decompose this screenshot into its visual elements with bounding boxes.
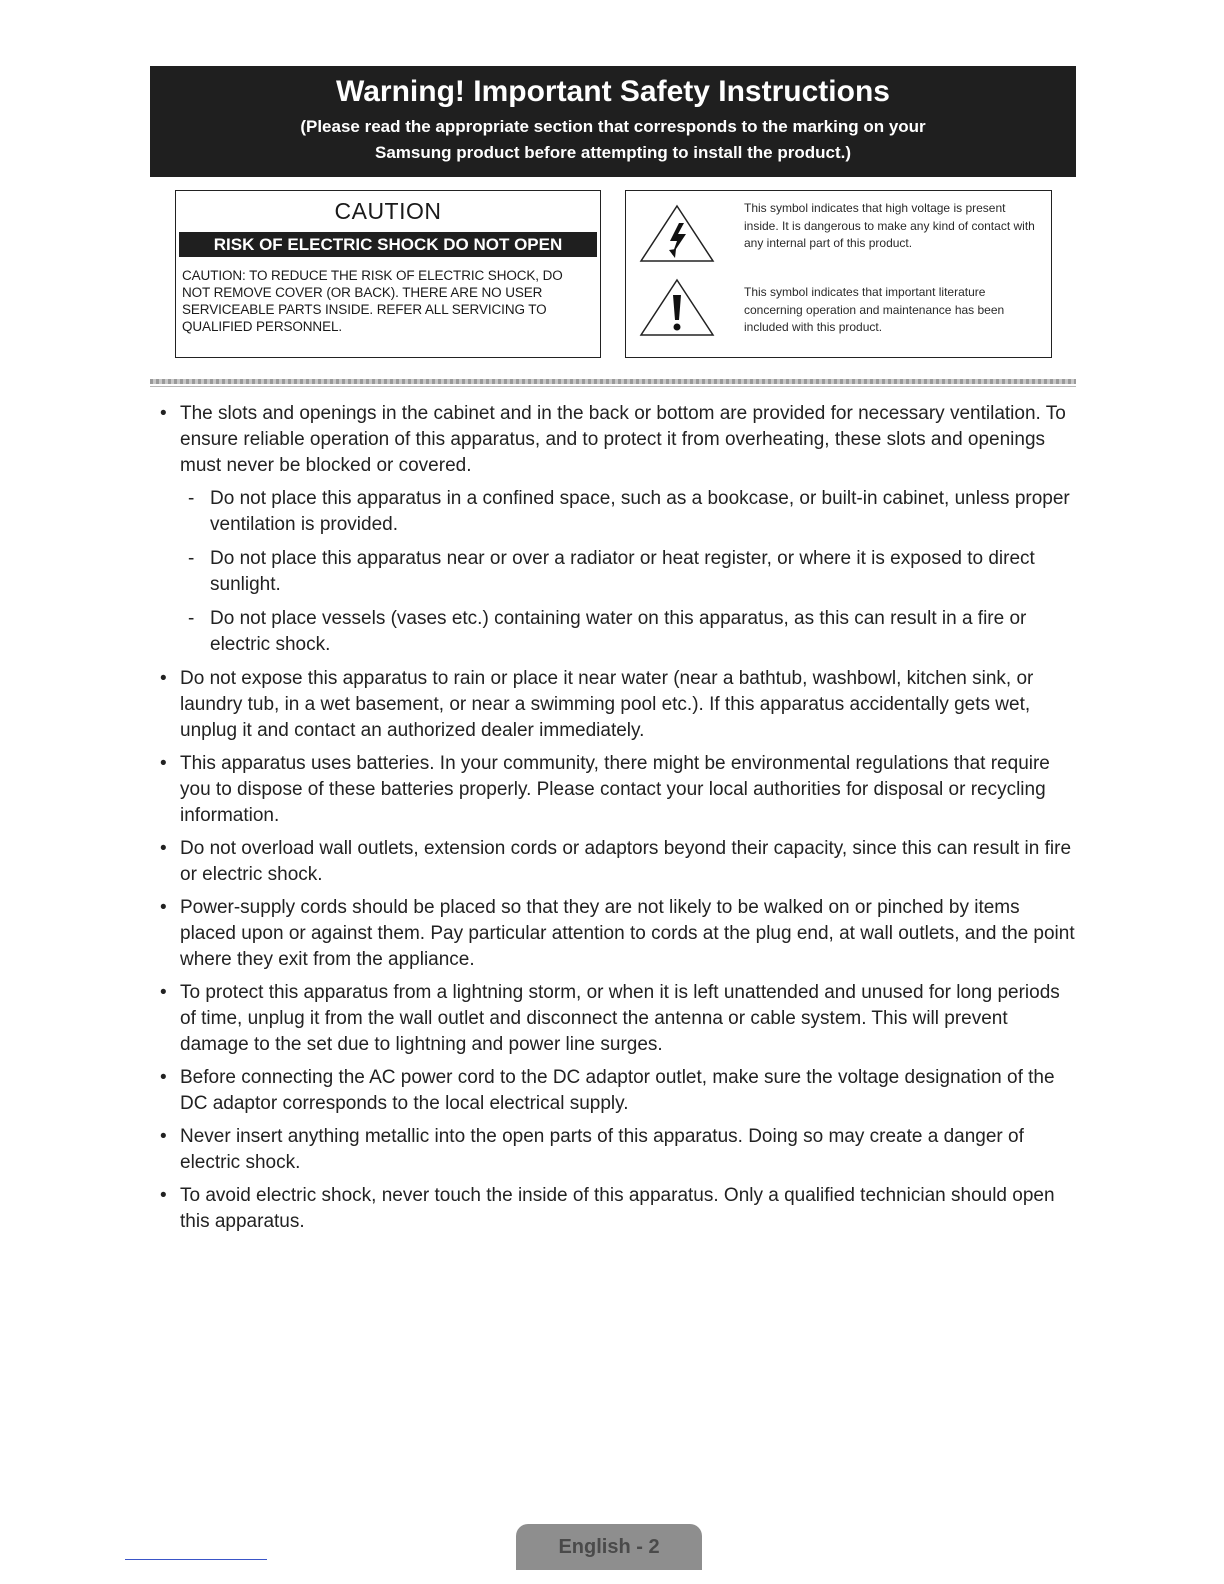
exclamation-warning-icon	[638, 277, 716, 339]
sub-list-item	[160, 486, 1076, 538]
list-item-text: Before connecting the AC power cord to the DC adaptor outlet, make sure the voltage designation of the DC adaptor corresponds to the local electrical supply.	[180, 1067, 1055, 1114]
list-item	[160, 1124, 1076, 1176]
list-item-text: The slots and openings in the cabinet and in the back or bottom are provided for necessary ventilation. To ensure reliable operation of this apparatus, and to protect it from overheating, these slots and openings must never be blocked or covered.	[180, 403, 1066, 476]
list-item	[160, 980, 1076, 1058]
list-item	[160, 401, 1076, 479]
bullet-icon: •	[160, 403, 167, 424]
page-title: Warning! Important Safety Instructions	[336, 75, 890, 108]
bullet-icon: •	[160, 897, 167, 918]
bullet-icon: •	[160, 753, 167, 774]
sub-list-item-text: Do not place vessels (vases etc.) containing water on this apparatus, as this can result in a fire or electric shock.	[210, 608, 1027, 655]
caution-title: CAUTION	[334, 198, 442, 224]
list-item-text: Power-supply cords should be placed so that they are not likely to be walked on or pinched by items placed upon or against them. Pay particular attention to cords at the plug end, at wall outlets, and the point where they exit from the appliance.	[180, 897, 1075, 970]
sub-list-item-text: Do not place this apparatus near or over a radiator or heat register, or where it is exposed to direct sunlight.	[210, 548, 1035, 595]
sub-list-item-text: Do not place this apparatus in a confined space, such as a bookcase, or built-in cabinet, unless proper ventilation is provided.	[210, 488, 1070, 535]
list-item	[160, 666, 1076, 744]
list-item-text: Do not overload wall outlets, extension cords or adaptors beyond their capacity, since this can result in fire or electric shock.	[180, 838, 1072, 885]
caution-label-box	[175, 190, 601, 358]
bullet-icon: •	[160, 838, 167, 859]
list-item	[160, 751, 1076, 829]
banner-subtitle: (Please read the appropriate section that corresponds to the marking on your Samsung product before attempting to install the product.)	[300, 117, 926, 162]
list-item-text: To protect this apparatus from a lightning storm, or when it is left unattended and unused for long periods of time, unplug it from the wall outlet and disconnect the antenna or cable system. This will prevent damage to the set due to lightning and power line surges.	[180, 982, 1060, 1055]
list-item-text: Do not expose this apparatus to rain or place it near water (near a bathtub, washbowl, kitchen sink, or laundry tub, in a wet basement, or near a swimming pool etc.). If this apparatus accidentally gets wet, unplug it and contact an authorized dealer immediately.	[180, 668, 1034, 741]
list-item-text: Never insert anything metallic into the open parts of this apparatus. Doing so may create a danger of electric shock.	[180, 1126, 1024, 1173]
list-item	[160, 1065, 1076, 1117]
bullet-icon: •	[160, 668, 167, 689]
list-item-text: This apparatus uses batteries. In your community, there might be environmental regulations that require you to dispose of these batteries properly. Please contact your local authorities for disposal or recycling information.	[180, 753, 1050, 826]
dash-icon: -	[188, 488, 195, 509]
bullet-icon: •	[160, 1185, 167, 1206]
list-item	[160, 895, 1076, 973]
caution-text: CAUTION: TO REDUCE THE RISK OF ELECTRIC SHOCK, DO NOT REMOVE COVER (OR BACK). THERE ARE NO USER SERVICEABLE PARTS INSIDE. REFER ALL SERVICING TO QUALIFIED PERSONNEL.	[182, 268, 563, 334]
high-voltage-symbol-text: This symbol indicates that high voltage is present inside. It is dangerous to make any kind of contact with any internal part of this product.	[744, 201, 1035, 250]
sub-list-item	[160, 606, 1076, 658]
symbols-legend-box	[625, 190, 1052, 358]
list-item	[160, 836, 1076, 888]
warning-banner	[150, 66, 1076, 177]
section-divider	[150, 379, 1076, 384]
list-item	[160, 1183, 1076, 1235]
bullet-icon: •	[160, 1067, 167, 1088]
literature-symbol-text: This symbol indicates that important literature concerning operation and maintenance has been included with this product.	[744, 285, 1005, 334]
caution-risk-bar: RISK OF ELECTRIC SHOCK DO NOT OPEN	[179, 232, 597, 257]
high-voltage-warning-icon	[638, 203, 716, 265]
dash-icon: -	[188, 548, 195, 569]
dash-icon: -	[188, 608, 195, 629]
bullet-icon: •	[160, 1126, 167, 1147]
bullet-icon: •	[160, 982, 167, 1003]
section-divider-line	[150, 386, 1076, 387]
footer-rule	[125, 1559, 267, 1560]
safety-instructions-list	[160, 401, 1076, 1242]
list-item-text: To avoid electric shock, never touch the inside of this apparatus. Only a qualified technician should open this apparatus.	[180, 1185, 1055, 1232]
page-number-badge: English - 2	[516, 1524, 702, 1570]
sub-list-item	[160, 546, 1076, 598]
